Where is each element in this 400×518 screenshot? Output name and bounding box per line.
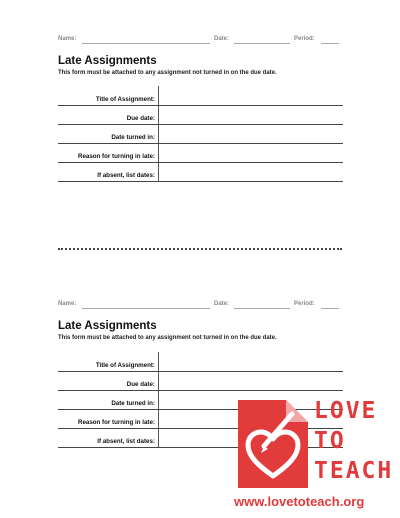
name-field[interactable] [82,308,210,309]
late-assignment-form [58,86,343,182]
field-label: If absent, list dates: [97,172,155,179]
title-of-assignment-field[interactable] [160,86,343,105]
date-field[interactable] [234,43,290,44]
due-date-field[interactable] [160,371,343,390]
due-date-field[interactable] [160,105,343,124]
period-field[interactable] [321,308,339,309]
cut-line-divider [58,248,342,250]
form-row-reason [58,143,343,163]
title-of-assignment-field[interactable] [160,352,343,371]
form-row-due-date [58,105,343,125]
form-row-title [58,352,343,372]
name-label: Name: [58,36,77,42]
field-label: Due date: [126,115,155,122]
form-title: Late Assignments [58,55,157,67]
field-label: Date turned in: [111,134,155,141]
logo-word-love: LOVE [314,398,378,424]
field-label: Due date: [126,381,155,388]
date-label: Date: [214,36,230,42]
field-label: Date turned in: [111,400,155,407]
field-label: If absent, list dates: [97,438,155,445]
name-field[interactable] [82,43,210,44]
date-turned-in-field[interactable] [160,124,343,143]
student-info-header [58,301,343,313]
reason-field[interactable] [160,143,343,162]
field-label: Reason for turning in late: [77,419,155,426]
period-label: Period: [294,36,315,42]
logo-word-to: TO [314,428,346,454]
period-label: Period: [294,301,315,307]
student-info-header [58,36,343,48]
document-heart-icon [234,398,312,490]
field-label: Title of Assignment: [95,362,155,369]
absent-dates-field[interactable] [160,162,343,181]
form-row-date-turned-in [58,124,343,144]
field-label: Reason for turning in late: [77,153,155,160]
form-title: Late Assignments [58,320,157,332]
logo-word-teach: TEACH [314,458,394,484]
love-to-teach-logo [232,398,392,513]
form-row-title [58,86,343,106]
form-row-absent-dates [58,162,343,182]
form-row-due-date [58,371,343,391]
period-field[interactable] [321,43,339,44]
form-instructions: This form must be attached to any assignment not turned in on the due date. [58,335,277,341]
field-label: Title of Assignment: [95,96,155,103]
logo-url: www.lovetoteach.org [234,494,365,509]
date-label: Date: [214,301,230,307]
form-instructions: This form must be attached to any assignment not turned in on the due date. [58,70,277,76]
date-field[interactable] [234,308,290,309]
name-label: Name: [58,301,77,307]
